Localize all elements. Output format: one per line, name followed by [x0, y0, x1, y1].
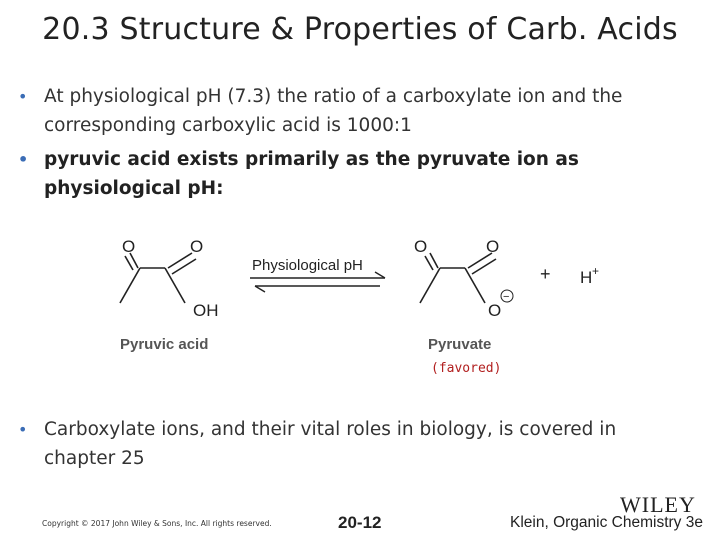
page-number: 20-12 — [338, 513, 382, 532]
compound-name: Pyruvate — [428, 336, 492, 353]
pyruvic-acid-structure — [120, 253, 196, 303]
book-reference: Klein, Organic Chemistry 3e — [510, 514, 703, 531]
bullet-item — [18, 82, 678, 140]
atom-label: O — [488, 301, 502, 320]
bullet-text: pyruvic acid exists primarily as the pyruvate ion as physiological pH: — [44, 149, 579, 199]
publisher-logo: WILEY — [620, 492, 696, 517]
bullet-item — [18, 415, 678, 473]
plus-sign: + — [540, 264, 551, 284]
bullet-marker: • — [18, 420, 28, 439]
bullet-marker: • — [18, 150, 29, 169]
slide-title: 20.3 Structure & Properties of Carb. Acids — [42, 12, 678, 47]
atom-label: O — [122, 237, 136, 256]
copyright-notice: Copyright © 2017 John Wiley & Sons, Inc. All rights reserved. — [42, 519, 272, 528]
proton-label: H — [580, 268, 593, 287]
proton-charge: + — [592, 264, 600, 278]
bullet-marker: • — [18, 87, 28, 106]
pyruvate-structure — [420, 253, 496, 303]
favored-note: (favored) — [431, 361, 502, 376]
compound-name: Pyruvic acid — [120, 336, 209, 353]
reaction-scheme — [110, 228, 630, 358]
atom-label: O — [414, 237, 428, 256]
bullet-text: Carboxylate ions, and their vital roles in biology, is covered in chapter 25 — [44, 419, 617, 469]
equilibrium-arrow — [250, 272, 385, 292]
atom-label: OH — [193, 301, 219, 320]
bullet-item — [18, 145, 698, 203]
negative-charge-sign: − — [503, 291, 510, 303]
atom-label: O — [486, 237, 500, 256]
arrow-label: Physiological pH — [252, 257, 363, 274]
atom-label: O — [190, 237, 204, 256]
bullet-text: At physiological pH (7.3) the ratio of a carboxylate ion and the corresponding carboxylic acid is 1000:1 — [44, 86, 623, 136]
